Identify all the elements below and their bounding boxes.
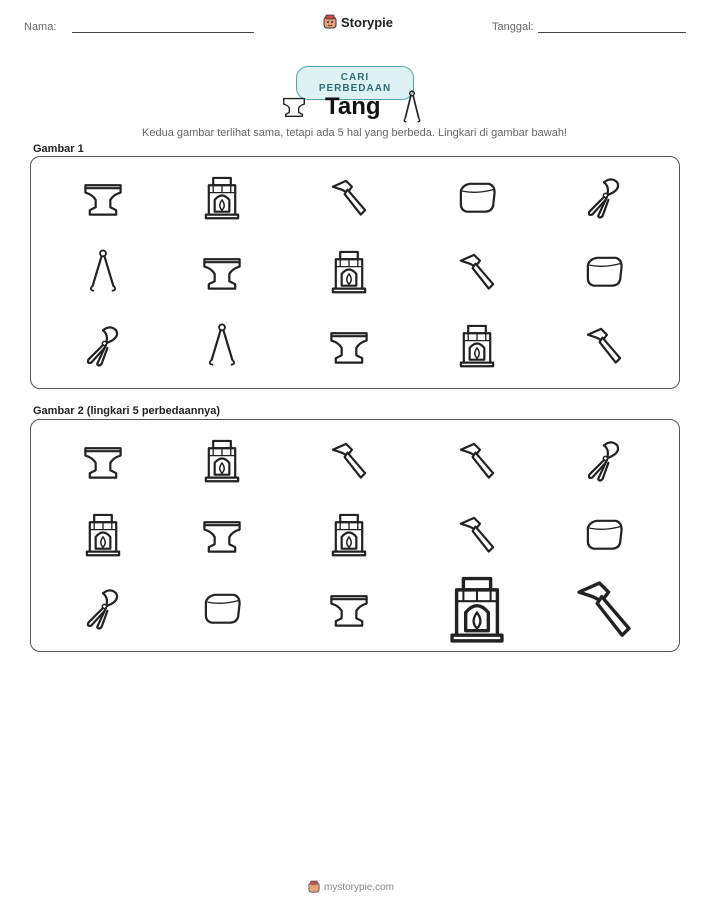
- picture1-item-pliers-icon[interactable]: [81, 323, 125, 367]
- anvil-icon: [200, 512, 244, 556]
- anvil-icon: [327, 586, 371, 630]
- block-icon: [582, 512, 626, 556]
- hammer-icon: [327, 175, 371, 219]
- picture2-item-forge-icon[interactable]: [200, 438, 244, 482]
- picture2-item-forge-icon[interactable]: [327, 512, 371, 556]
- picture2-item-anvil-icon[interactable]: [200, 512, 244, 556]
- picture2-panel[interactable]: [30, 419, 680, 652]
- picture2-label: Gambar 2 (lingkari 5 perbedaannya): [33, 405, 221, 417]
- tongs-icon: [400, 90, 424, 124]
- footer-url[interactable]: mystorypie.com: [324, 881, 395, 893]
- pliers-icon: [582, 175, 626, 219]
- name-label: Nama:: [24, 21, 57, 33]
- forge-icon: [327, 512, 371, 556]
- name-field[interactable]: [72, 32, 254, 33]
- hammer-icon: [582, 323, 626, 367]
- picture1-item-tongs-icon[interactable]: [200, 323, 244, 367]
- activity-badge: CARI PERBEDAAN: [296, 66, 414, 100]
- picture1-item-hammer-icon[interactable]: [327, 175, 371, 219]
- picture1-item-anvil-icon[interactable]: [327, 323, 371, 367]
- date-label: Tanggal:: [492, 21, 534, 33]
- hammer-icon: [327, 438, 371, 482]
- picture2-item-pliers-icon[interactable]: [582, 438, 626, 482]
- anvil-icon: [81, 438, 125, 482]
- tongs-icon: [81, 249, 125, 293]
- tongs-icon: [200, 323, 244, 367]
- tongs-title-icon: [400, 90, 424, 129]
- block-icon: [582, 249, 626, 293]
- picture2-item-anvil-icon[interactable]: [81, 438, 125, 482]
- picture2-item-hammer-icon[interactable]: [455, 512, 499, 556]
- picture2-item-block-icon[interactable]: [582, 512, 626, 556]
- picture2-item-forge-icon[interactable]: [81, 512, 125, 556]
- picture1-label: Gambar 1: [33, 143, 84, 155]
- block-icon: [200, 586, 244, 630]
- picture2-item-pliers-icon[interactable]: [81, 586, 125, 630]
- picture1-item-block-icon[interactable]: [582, 249, 626, 293]
- storypie-footer-icon: [308, 880, 320, 894]
- hammer-icon: [455, 438, 499, 482]
- instructions-text: Kedua gambar terlihat sama, tetapi ada 5 hal yang berbeda. Lingkari di gambar bawah!: [142, 127, 567, 139]
- hammer-icon: [455, 249, 499, 293]
- picture1-item-forge-icon[interactable]: [327, 249, 371, 293]
- picture2-item-hammer-icon[interactable]: [327, 438, 371, 482]
- anvil-icon: [327, 323, 371, 367]
- hammer-icon: [455, 512, 499, 556]
- picture1-item-hammer-icon[interactable]: [582, 323, 626, 367]
- footer: [308, 880, 394, 894]
- pliers-icon: [81, 586, 125, 630]
- picture2-item-block-icon[interactable]: [200, 586, 244, 630]
- brand-name: Storypie: [341, 14, 394, 30]
- forge-icon: [200, 175, 244, 219]
- brand-logo: [323, 14, 393, 30]
- picture1-item-pliers-icon[interactable]: [582, 175, 626, 219]
- hammer-icon: [570, 574, 638, 642]
- pliers-icon: [81, 323, 125, 367]
- picture2-item-anvil-icon[interactable]: [327, 586, 371, 630]
- storypie-mascot-icon: [323, 14, 337, 30]
- date-field[interactable]: [538, 32, 686, 33]
- picture2-item-hammer-icon[interactable]: [455, 438, 499, 482]
- forge-icon: [81, 512, 125, 556]
- picture1-item-hammer-icon[interactable]: [455, 249, 499, 293]
- picture1-item-block-icon[interactable]: [455, 175, 499, 219]
- pliers-icon: [582, 438, 626, 482]
- forge-icon: [443, 574, 511, 642]
- picture2-item-forge-icon[interactable]: [443, 574, 511, 642]
- anvil-icon: [81, 175, 125, 219]
- picture1-item-forge-icon[interactable]: [200, 175, 244, 219]
- anvil-icon: [200, 249, 244, 293]
- picture1-panel[interactable]: [30, 156, 680, 389]
- forge-icon: [327, 249, 371, 293]
- page-title: Tang: [325, 93, 381, 120]
- picture1-item-tongs-icon[interactable]: [81, 249, 125, 293]
- anvil-icon: [280, 92, 308, 120]
- anvil-title-icon: [280, 92, 308, 125]
- picture1-item-forge-icon[interactable]: [455, 323, 499, 367]
- picture1-item-anvil-icon[interactable]: [81, 175, 125, 219]
- forge-icon: [200, 438, 244, 482]
- forge-icon: [455, 323, 499, 367]
- picture2-item-hammer-icon[interactable]: [570, 574, 638, 642]
- block-icon: [455, 175, 499, 219]
- picture1-item-anvil-icon[interactable]: [200, 249, 244, 293]
